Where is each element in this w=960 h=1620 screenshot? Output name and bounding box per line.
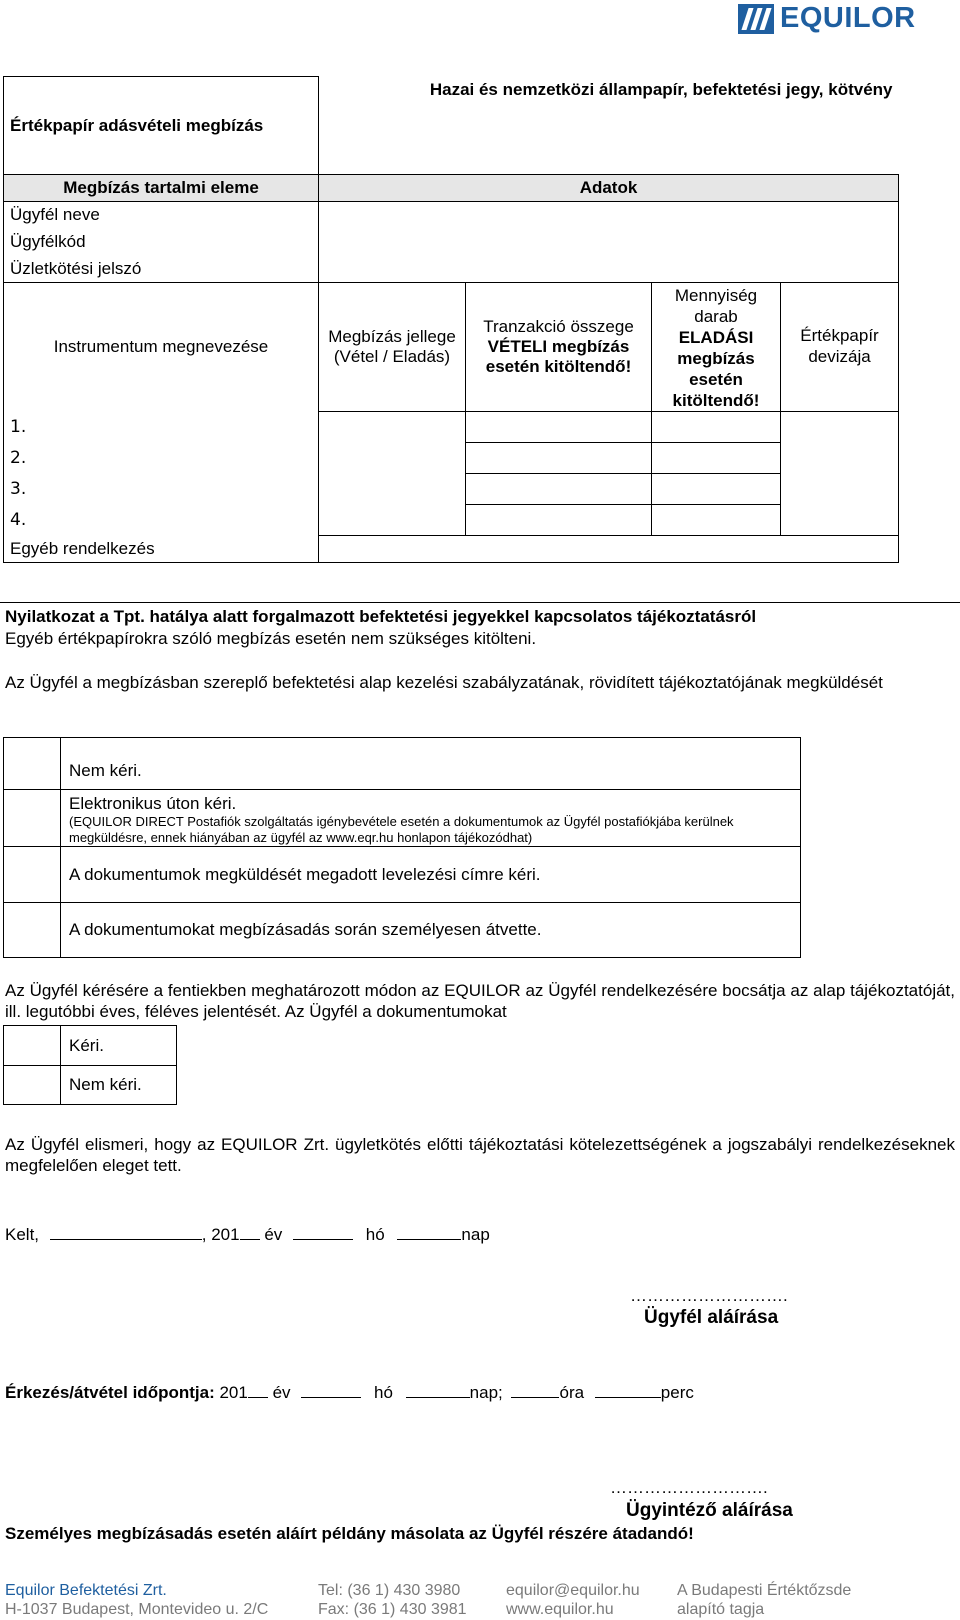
line-1-quantity[interactable] [652,412,781,443]
delivery-options-table [3,737,801,958]
month-field[interactable] [293,1221,353,1240]
footer-bse-line1: A Budapesti Értéktőzsde [677,1582,852,1599]
line-2-amount[interactable] [466,443,652,474]
line-3-nature[interactable] [319,474,466,505]
docs-request-checkbox[interactable] [4,1026,61,1066]
amount-header-note: VÉTELI megbízás esetén kitöltendő! [485,337,632,376]
amount-header-label: Tranzakció összege [483,317,634,336]
kelt-label: Kelt, [5,1225,40,1244]
line-3-amount[interactable] [466,474,652,505]
arrival-day-field[interactable] [406,1379,470,1398]
line-4-nature[interactable] [319,505,466,536]
client-signature-label: Ügyfél aláírása [644,1307,779,1328]
arrival-month-field[interactable] [301,1379,361,1398]
arrival-perc-label: perc [660,1383,694,1402]
quantity-header-label: Mennyiség darab [674,286,758,326]
arrival-year-prefix: 201 [214,1383,248,1402]
day-field[interactable] [397,1221,461,1240]
footer-email[interactable]: equilor@equilor.hu [506,1582,640,1599]
order-form-table [3,76,899,563]
year-prefix: , 201 [201,1225,240,1244]
arrival-label: Érkezés/átvétel időpontja: [5,1383,215,1402]
option-no-request-label: Nem kéri. [61,738,801,790]
logo-text: EQUILOR [780,2,916,34]
section-divider [0,602,960,603]
col-header-content: Megbízás tartalmi eleme [4,175,319,202]
place-field[interactable] [50,1221,202,1240]
docs-request-label: Kéri. [61,1026,177,1066]
other-instructions-label: Egyéb rendelkezés [4,536,319,563]
footer-web[interactable]: www.equilor.hu [506,1601,614,1618]
declaration-heading [5,606,955,627]
agent-signature-label: Ügyintéző aláírása [626,1500,793,1521]
other-instructions-field[interactable] [319,536,899,563]
year-field[interactable] [240,1221,260,1240]
docs-no-request-label: Nem kéri. [61,1066,177,1105]
option-personal-checkbox[interactable] [4,903,61,958]
amount-header [466,283,652,412]
arrival-ho-label: hó [374,1383,393,1402]
form-title: Értékpapír adásvételi megbízás [4,77,319,175]
line-number-1: 1. [4,412,319,443]
arrival-line [5,1379,955,1403]
footer-bse-block [677,1581,851,1619]
arrival-minute-field[interactable] [595,1379,661,1398]
option-postal-label: A dokumentumok megküldését megadott levelezési címre kéri. [61,847,801,903]
order-nature-header [319,283,466,412]
row-client-name: Ügyfél neve [4,202,319,229]
ev-label: év [264,1225,283,1244]
line-4-currency[interactable] [781,505,899,536]
date-line [5,1221,955,1245]
line-2-quantity[interactable] [652,443,781,474]
declaration-note: Egyéb értékpapírokra szóló megbízás esetén nem szükséges kitölteni. [5,629,537,648]
line-2-currency[interactable] [781,443,899,474]
col-header-data: Adatok [319,175,899,202]
line-number-2: 2. [4,443,319,474]
arrival-year-field[interactable] [248,1379,268,1398]
client-code-field[interactable] [319,229,899,256]
declaration-heading-bold: hatálya alatt forgalmazott befektetési jegyekkel kapcsolatos tájékoztatásról [149,607,757,626]
line-3-quantity[interactable] [652,474,781,505]
line-number-3: 3. [4,474,319,505]
copy-note: Személyes megbízásadás esetén aláírt példány másolata az Ügyfél részére átadandó! [5,1524,694,1543]
row-client-code: Ügyfélkód [4,229,319,256]
arrival-hour-field[interactable] [511,1379,559,1398]
agent-signature-dots: ………………………. [610,1478,768,1497]
form-subtitle-text: Hazai és nemzetközi állampapír, befektetési jegy, kötvény [429,79,893,99]
line-1-nature[interactable] [319,412,466,443]
option-no-request-checkbox[interactable] [4,738,61,790]
footer-contact-block [506,1581,640,1619]
option-electronic-cell [61,790,801,847]
arrival-ev-label: év [272,1383,291,1402]
instrument-header: Instrumentum megnevezése [4,283,319,412]
line-2-nature[interactable] [319,443,466,474]
option-personal-label: A dokumentumokat megbízásadás során személyesen átvette. [61,903,801,958]
footer-company: Equilor Befektetési Zrt. [5,1582,167,1599]
footer-phone-block [318,1581,467,1619]
row-trade-password: Üzletkötési jelszó [4,256,319,283]
declaration-intro: Az Ügyfél a megbízásban szereplő befektetési alap kezelési szabályzatának, rövidített tájékoztatójának megküldését [5,673,883,692]
documents-options-table [3,1025,177,1105]
docs-no-request-checkbox[interactable] [4,1066,61,1105]
acknowledgement-text: Az Ügyfél elismeri, hogy az EQUILOR Zrt. ügyletkötés előtti tájékoztatási kötelezettségének a jogszabályi rendelkezéseknek megfelelően eleget tett. [5,1135,955,1175]
currency-header: Értékpapír devizája [781,283,899,412]
line-3-currency[interactable] [781,474,899,505]
footer-company-block [5,1581,268,1619]
quantity-header-note: ELADÁSI megbízás esetén kitöltendő! [672,328,760,410]
order-nature-header-text: Megbízás jellege (Vétel / Eladás) [328,327,456,366]
footer-tel: Tel: (36 1) 430 3980 [318,1582,461,1599]
nap-label: nap [461,1225,490,1244]
ho-label: hó [365,1225,385,1244]
option-electronic-note: (EQUILOR DIRECT Postafiók szolgáltatás igénybevétele esetén a dokumentumok az Ügyfél postafiókjába kerülnek megküldésre, ennek hiányában az ügyfél az www.eqr.hu honlapon tájékozódhat) [69,814,734,845]
equilor-logo-mark [738,4,774,34]
line-number-4: 4. [4,505,319,536]
footer-fax: Fax: (36 1) 430 3981 [318,1601,467,1618]
line-1-currency[interactable] [781,412,899,443]
footer-bse-line2: alapító tagja [677,1601,765,1618]
line-4-amount[interactable] [466,505,652,536]
quantity-header [652,283,781,412]
declaration-heading-prefix: Nyilatkozat a Tpt. [5,607,150,626]
option-postal-checkbox[interactable] [4,847,61,903]
footer-address: H-1037 Budapest, Montevideo u. 2/C [5,1601,269,1618]
trade-password-field[interactable] [319,256,899,283]
arrival-nap-label: nap; [469,1383,503,1402]
form-subtitle [319,77,899,175]
client-signature-dots: ………………………. [630,1286,788,1305]
arrival-ora-label: óra [559,1383,585,1402]
client-name-field[interactable] [319,202,899,229]
request-text: Az Ügyfél kérésére a fentiekben meghatározott módon az EQUILOR az Ügyfél rendelkezésére bocsátja az alap tájékoztatóját, ill. legutóbbi éves, féléves jelentését. Az Ügyfél a dokumentumokat [5,981,955,1021]
line-4-quantity[interactable] [652,505,781,536]
option-electronic-checkbox[interactable] [4,790,61,847]
equilor-logo [738,2,916,35]
option-electronic-label: Elektronikus úton kéri. [69,794,237,813]
line-1-amount[interactable] [466,412,652,443]
